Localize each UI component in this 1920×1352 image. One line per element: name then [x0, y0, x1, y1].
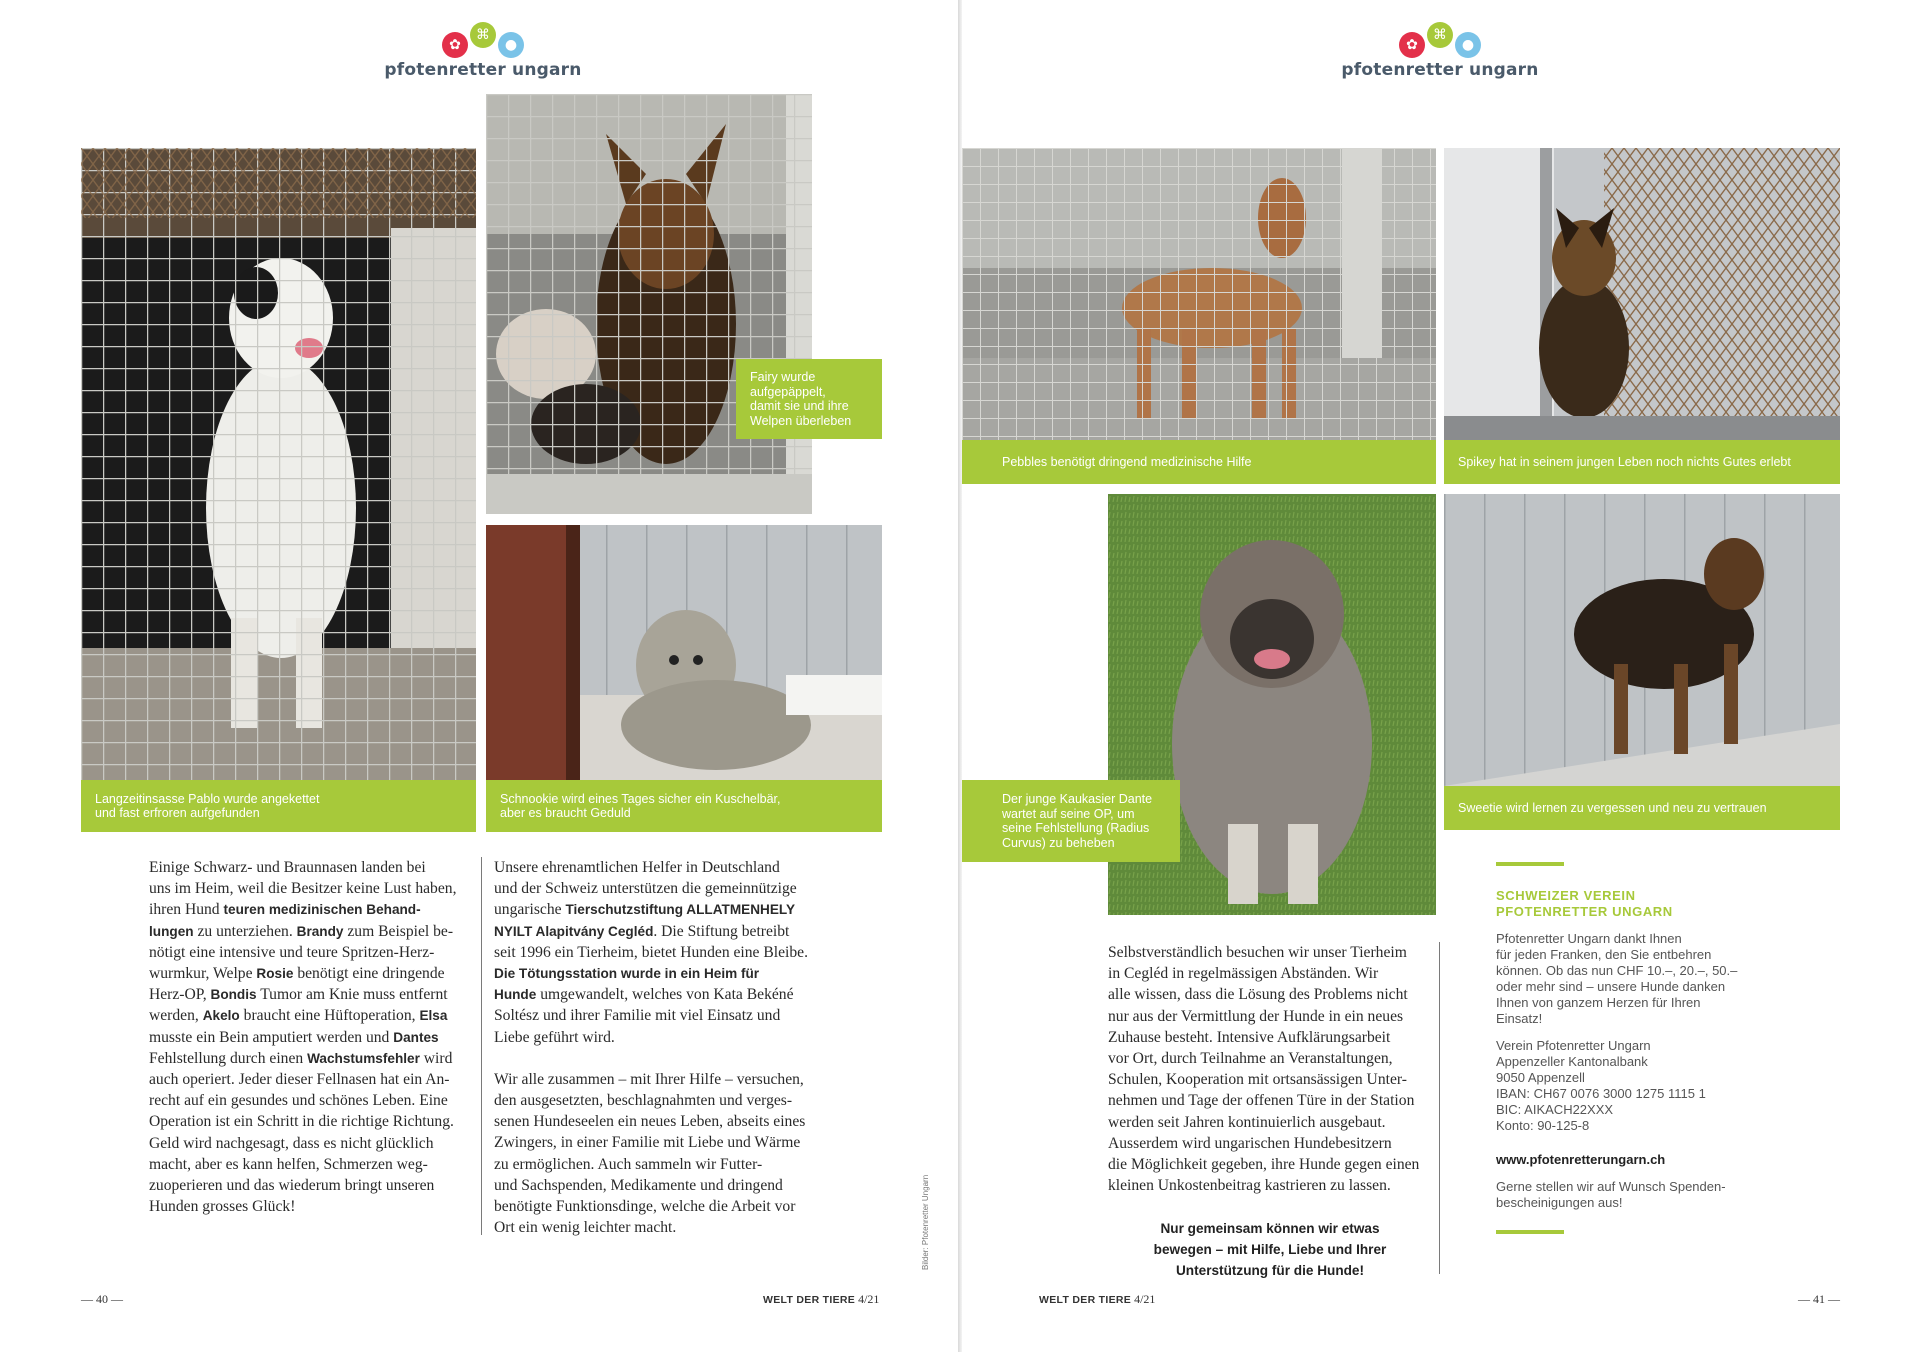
- caption-pablo: [81, 780, 476, 832]
- bone-icon: ⌘: [1427, 22, 1453, 48]
- text: recht auf ein gesundes und schönes Leben. Eine: [149, 1092, 448, 1110]
- text: Einige Schwarz- und Braunnasen landen bei: [149, 859, 426, 876]
- caption-line: damit sie und ihre: [750, 399, 849, 413]
- dog-name-dante: Dantes: [393, 1029, 439, 1045]
- text: uns im Heim, weil die Besitzer keine Lust haben,: [149, 880, 457, 898]
- caption-line: Welpen überleben: [750, 413, 852, 428]
- dog-name-akelo: Akelo: [202, 1008, 240, 1024]
- text: Appenzeller Kantonalbank: [1496, 1054, 1648, 1069]
- caption-line: Fairy wurde: [750, 370, 816, 384]
- text: Ausserdem wird ungarischen Hundebesitzern: [1108, 1134, 1392, 1152]
- brand-wordmark: pfotenretter ungarn: [384, 60, 582, 80]
- receipt-note: [1496, 1179, 1766, 1211]
- text: Tumor am Knie muss entfernt: [260, 986, 448, 1004]
- text: benötigt eine dringende: [297, 965, 445, 983]
- text: zuoperieren und das wiederum bringt unseren: [149, 1177, 435, 1195]
- text: Ihnen von ganzem Herzen für Ihren: [1496, 995, 1701, 1010]
- text: Soltész und ihrer Familie mit viel Einsatz und: [494, 1007, 781, 1025]
- text: alle wissen, dass die Lösung des Problems nicht: [1108, 986, 1408, 1004]
- text: wird: [423, 1049, 453, 1067]
- article-column-2: [494, 857, 834, 1238]
- highlight: Hunde: [494, 987, 537, 1003]
- magazine-name: WELT DER TIERE: [1039, 1294, 1132, 1306]
- caption-line: Der junge Kaukasier Dante: [1002, 792, 1153, 806]
- text: Gerne stellen wir auf Wunsch Spenden-: [1496, 1179, 1726, 1194]
- closing-line: Nur gemeinsam können wir etwas: [1160, 1221, 1380, 1236]
- brand-logo: [1340, 24, 1540, 80]
- text: macht, aber es kann helfen, Schmerzen weg-: [149, 1155, 428, 1173]
- photo-pablo: [81, 148, 476, 780]
- text: auch operiert. Jeder dieser Fellnasen hat ein An-: [149, 1071, 450, 1089]
- text: Geld wird nachgesagt, dass es nicht glücklich: [149, 1134, 434, 1152]
- dog-name-elsa: Elsa: [419, 1008, 448, 1024]
- highlight: lungen: [149, 923, 194, 939]
- text: nur aus der Vermittlung der Hunde in ein neues: [1108, 1007, 1404, 1025]
- text: braucht eine Hüftoperation,: [243, 1007, 416, 1025]
- bank-details: [1496, 1038, 1766, 1134]
- closing-line: Unterstützung für die Hunde!: [1175, 1263, 1365, 1278]
- text: und der Schweiz unterstützen die gemeinnützige: [494, 880, 797, 898]
- text: können. Ob das nun CHF 10.–, 20.–, 50.–: [1496, 963, 1738, 978]
- article-column-3: [1108, 942, 1448, 1196]
- footer-magazine: [1039, 1292, 1155, 1307]
- text: vor Ort, durch Teilnahme an Veranstaltungen,: [1108, 1050, 1393, 1068]
- text: umgewandelt, welches von Kata Bekéné: [540, 986, 794, 1004]
- caption-line: wartet auf seine OP, um: [1002, 806, 1135, 821]
- highlight: Tierschutzstiftung ALLATMENHELY: [565, 902, 796, 918]
- brand-logo: [383, 24, 583, 80]
- highlight: NYILT Alapitvány Cegléd: [494, 923, 654, 939]
- caption-spikey: Spikey hat in seinem jungen Leben noch nichts Gutes erlebt: [1444, 440, 1840, 484]
- paw-icon: ✿: [1399, 32, 1425, 58]
- magazine-name: WELT DER TIERE: [763, 1294, 856, 1306]
- bone-icon: ⌘: [470, 22, 496, 48]
- photo-spikey: [1444, 148, 1840, 440]
- left-page: [0, 0, 958, 1352]
- closing-statement: [1145, 1218, 1395, 1281]
- text: in Cegléd in regelmässigen Abständen. Wir: [1108, 965, 1379, 983]
- paw-icon: ✿: [442, 32, 468, 58]
- brand-wordmark: pfotenretter ungarn: [1341, 60, 1539, 80]
- text: den ausgesetzten, beschlagnahmten und verges-: [494, 1092, 793, 1110]
- text: Einsatz!: [1496, 1011, 1543, 1026]
- website-link[interactable]: www.pfotenretterungarn.ch: [1496, 1152, 1666, 1167]
- text: werden,: [149, 1007, 199, 1025]
- text: wurmkur, Welpe: [149, 965, 253, 983]
- text: kleinen Unkostenbeitrag kastrieren zu lassen.: [1108, 1177, 1391, 1195]
- dog-name-brandy: Brandy: [296, 923, 344, 939]
- caption-line: aufgepäppelt,: [750, 384, 826, 399]
- text: musste ein Bein amputiert werden und: [149, 1028, 390, 1046]
- caption-line: Langzeitinsasse Pablo wurde angekettet: [95, 791, 320, 806]
- text: Hunden grosses Glück!: [149, 1198, 296, 1216]
- text: benötigte Funktionsdinge, welche die Arbeit vor: [494, 1198, 796, 1216]
- text: bescheinigungen aus!: [1496, 1195, 1623, 1210]
- caption-line: Schnookie wird eines Tages sicher ein Kuschelbär,: [500, 791, 781, 806]
- text: . Die Stiftung betreibt: [653, 922, 790, 940]
- photo-sweetie: [1444, 494, 1840, 786]
- right-page: [962, 0, 1920, 1352]
- text: zu unterziehen.: [197, 922, 293, 940]
- photo-fairy: [486, 94, 812, 514]
- column-divider: [481, 857, 482, 1235]
- text: werden seit Jahren kontinuierlich ausgebaut.: [1108, 1113, 1386, 1131]
- text: Herz-OP,: [149, 986, 207, 1004]
- dog-icon: ●: [1455, 32, 1481, 58]
- text: und Sachspenden, Medikamente und dringend: [494, 1176, 783, 1194]
- text: ihren Hund: [149, 901, 220, 919]
- heading-line: SCHWEIZER VEREIN: [1496, 888, 1636, 903]
- accent-bar: [1496, 1230, 1564, 1234]
- caption-schnookie: [486, 780, 882, 832]
- page-number: — 40 —: [81, 1292, 123, 1306]
- account-number: Konto: 90-125-8: [1496, 1118, 1590, 1133]
- caption-line: seine Fehlstellung (Radius: [1002, 821, 1150, 835]
- text: für jeden Franken, den Sie entbehren: [1496, 947, 1712, 962]
- text: seit 1996 ein Tierheim, bietet Hunden eine Bleibe.: [494, 943, 808, 961]
- footer-magazine: [763, 1292, 879, 1307]
- text: Pfotenretter Ungarn dankt Ihnen: [1496, 931, 1682, 946]
- text: senen Hundeseelen ein neues Leben, abseits eines: [494, 1113, 806, 1131]
- photo-schnookie: [486, 525, 882, 780]
- text: Verein Pfotenretter Ungarn: [1496, 1038, 1651, 1053]
- donation-info-box: [1496, 862, 1766, 1234]
- text: nötigt eine intensive und teure Spritzen-Herz-: [149, 943, 435, 961]
- text: zum Beispiel be-: [347, 922, 454, 940]
- caption-line: Curvus) zu beheben: [1002, 835, 1115, 850]
- text: Liebe geführt wird.: [494, 1028, 615, 1046]
- text: die Möglichkeit gegeben, ihre Hunde gegen einen: [1108, 1156, 1420, 1174]
- text: Unsere ehrenamtlichen Helfer in Deutschland: [494, 859, 780, 876]
- caption-fairy: [736, 359, 882, 439]
- caption-dante: [962, 780, 1180, 862]
- photo-credit: Bilder: Pfotenretter Ungarn: [921, 1174, 930, 1270]
- text: 9050 Appenzell: [1496, 1070, 1585, 1085]
- article-column-1: [149, 857, 479, 1217]
- iban: IBAN: CH67 0076 3000 1275 1115 1: [1496, 1086, 1706, 1101]
- issue-number: 4/21: [858, 1292, 880, 1306]
- text: zu ermöglichen. Auch sammeln wir Futter-: [494, 1155, 763, 1173]
- highlight: Wachstumsfehler: [307, 1050, 420, 1066]
- caption-line: und fast erfroren aufgefunden: [95, 806, 260, 820]
- highlight: teuren medizinischen Behand-: [223, 902, 421, 918]
- text: oder mehr sind – unsere Hunde danken: [1496, 979, 1726, 994]
- dog-name-rosie: Rosie: [256, 966, 294, 982]
- text: Selbstverständlich besuchen wir unser Tierheim: [1108, 944, 1407, 961]
- text: Schulen, Kooperation mit ortsansässigen Unter-: [1108, 1071, 1407, 1089]
- text: nehmen und Tage der offenen Türe in der Station: [1108, 1092, 1415, 1110]
- donation-heading: [1496, 888, 1766, 920]
- caption-sweetie: Sweetie wird lernen zu vergessen und neu zu vertrauen: [1444, 786, 1840, 830]
- photo-pebbles: [962, 148, 1436, 440]
- closing-line: bewegen – mit Hilfe, Liebe und Ihrer: [1153, 1242, 1387, 1257]
- donation-thanks: [1496, 931, 1766, 1027]
- text: Zwingers, in einer Familie mit Liebe und Wärme: [494, 1134, 801, 1152]
- issue-number: 4/21: [1134, 1292, 1156, 1306]
- heading-line: PFOTENRETTER UNGARN: [1496, 904, 1673, 919]
- text: Ort ein wenig leichter macht.: [494, 1219, 677, 1237]
- text: Fehlstellung durch einen: [149, 1049, 304, 1067]
- text: Zuhause besteht. Intensive Aufklärungsarbeit: [1108, 1028, 1391, 1046]
- page-number: — 41 —: [1798, 1292, 1840, 1306]
- caption-line: aber es braucht Geduld: [500, 806, 631, 820]
- bic: BIC: AIKACH22XXX: [1496, 1102, 1614, 1117]
- text: Wir alle zusammen – mit Ihrer Hilfe – versuchen,: [494, 1070, 804, 1088]
- text: Operation ist ein Schritt in die richtige Richtung.: [149, 1113, 454, 1131]
- caption-pebbles: Pebbles benötigt dringend medizinische Hilfe: [962, 440, 1436, 484]
- text: ungarische: [494, 901, 562, 919]
- accent-bar: [1496, 862, 1564, 866]
- highlight: Die Tötungsstation wurde in ein Heim für: [494, 966, 760, 982]
- dog-icon: ●: [498, 32, 524, 58]
- dog-name-bondi: Bondis: [210, 987, 257, 1003]
- column-divider: [1439, 942, 1440, 1274]
